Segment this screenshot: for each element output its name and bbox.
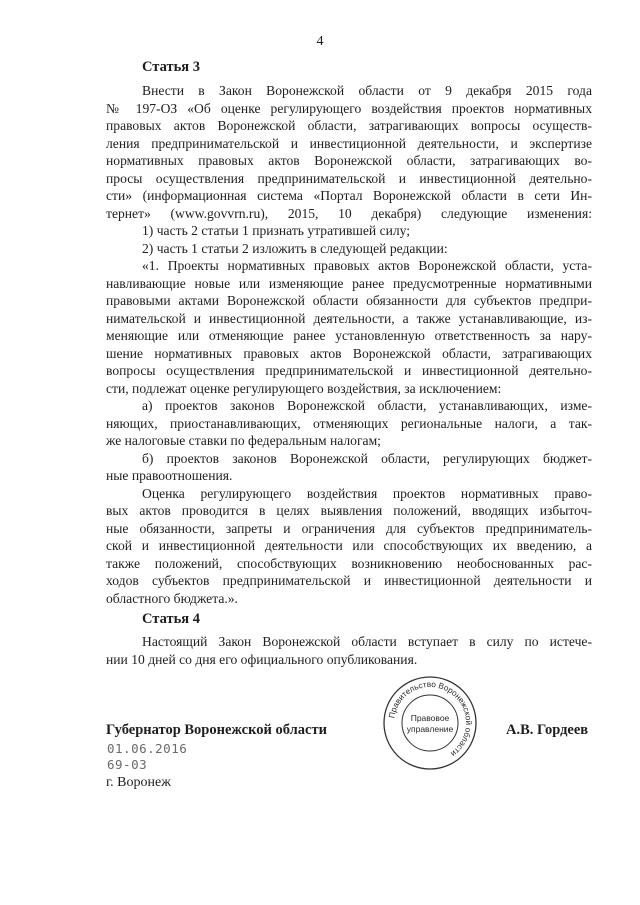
text-line: 1) часть 2 статьи 1 признать утратившей силу; — [142, 223, 411, 238]
text-line: нии 10 дней со дня его официального опубликования. — [106, 651, 418, 667]
text-line: няющих, приостанавливающих, отменяющих региональные налоги, а так- — [106, 415, 592, 431]
seal-outer-ring — [384, 677, 476, 769]
text-line: меняющие или отменяющие ранее установленную ответственность за нару- — [106, 328, 592, 343]
text-line: № 197-ОЗ «Об оценке регулирующего воздействия проектов нормативных — [106, 100, 592, 116]
text-line: же налоговые ставки по федеральным налогам; — [106, 433, 381, 448]
text-line: Настоящий Закон Воронежской области вступает в силу по истече- — [142, 634, 592, 649]
text-line: просы осуществления предпринимательской и инвестиционной деятельно- — [106, 170, 592, 186]
text-line: ходов субъектов предпринимательской и инвестиционной деятельности и — [106, 573, 592, 588]
text-line: Оценка регулирующего воздействия проектов нормативных право- — [142, 485, 592, 501]
article-3-body — [106, 82, 592, 607]
page-number: 4 — [316, 34, 324, 49]
text-line: б) проектов законов Воронежской области, регулирующих бюджет- — [142, 450, 592, 466]
text-line: а) проектов законов Воронежской области, устанавливающих, изме- — [142, 398, 592, 413]
text-line: вых актов проводится в целях выявления положений, вводящих избыточ- — [106, 503, 592, 518]
text-line: ления предпринимательской и инвестиционной деятельности, и экспертизе — [106, 135, 592, 151]
seal-ring-text: Правительство Воронежской области — [387, 679, 474, 759]
governor-title: Губернатор Воронежской области — [106, 722, 327, 738]
article-4-heading: Статья 4 — [142, 611, 200, 627]
signatory-name: А.В. Гордеев — [506, 722, 589, 738]
text-line: 2) часть 1 статьи 2 изложить в следующей редакции: — [142, 240, 448, 256]
seal-center-line-2: управление — [406, 724, 454, 734]
seal-center-line-1: Правовое — [410, 713, 450, 723]
text-line: нимательской и инвестиционной деятельности, а также устанавливающие, из- — [106, 310, 592, 326]
official-seal — [382, 675, 478, 771]
text-line: навливающие новые или изменяющие ранее предусмотренные нормативными — [106, 275, 592, 291]
article-3-heading: Статья 3 — [142, 59, 200, 75]
law-number-stamp: 69-03 — [107, 757, 148, 772]
text-line: нормативных правовых актов Воронежской области, затрагивающих во- — [106, 153, 592, 168]
text-line: ные обязанности, запреты и ограничения для субъектов предприниматель- — [106, 520, 592, 536]
text-line: также положений, способствующих возникновению необоснованных рас- — [106, 555, 592, 571]
seal-inner-ring — [402, 695, 458, 751]
text-line: областного бюджета.». — [106, 590, 238, 606]
text-line: ные правоотношения. — [106, 468, 233, 483]
text-line: вопросы осуществления предпринимательской и инвестиционной деятельно- — [106, 363, 592, 378]
text-line: правовых актов Воронежской области, затрагивающих вопросы осуществ- — [106, 118, 592, 133]
text-line: Внести в Закон Воронежской области от 9 декабря 2015 года — [142, 83, 592, 98]
text-line: сти» (информационная система «Портал Воронежской области в сети Ин- — [106, 188, 592, 203]
text-line: правовыми актами Воронежской области обязанности для субъектов предпри- — [106, 293, 592, 308]
text-line: «1. Проекты нормативных правовых актов Воронежской области, уста- — [142, 258, 592, 273]
text-line: тернет» (www.govvrn.ru), 2015, 10 декабря) следующие изменения: — [106, 205, 592, 221]
text-line: сти, подлежат оценке регулирующего воздействия, за исключением: — [106, 380, 502, 396]
article-4-body — [106, 633, 592, 668]
date-stamp: 01.06.2016 — [107, 741, 188, 756]
text-line: ской и инвестиционной деятельности или способствующих их введению, а — [106, 538, 592, 553]
text-line: шение нормативных правовых актов Воронежской области, затрагивающих — [106, 345, 592, 361]
city-label: г. Воронеж — [106, 775, 171, 790]
